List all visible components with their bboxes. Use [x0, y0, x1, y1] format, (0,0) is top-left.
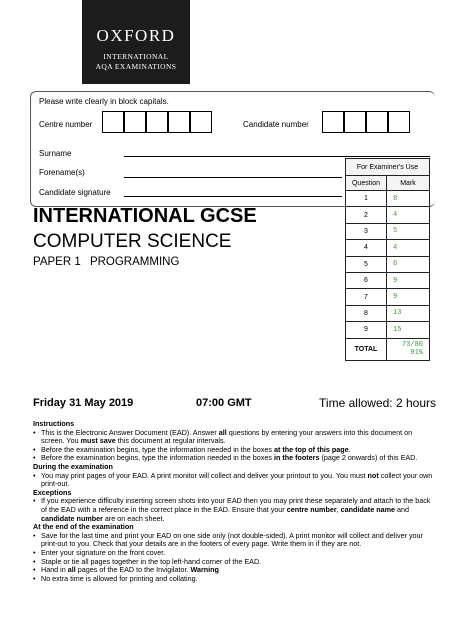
total-mark: 73/80 [401, 341, 423, 350]
table-row [346, 207, 430, 223]
total-percent: 91% [410, 349, 423, 358]
signature-field[interactable] [124, 196, 342, 197]
forenames-label: Forename(s) [39, 168, 85, 177]
examiner-use-table [345, 158, 430, 361]
total-row [346, 338, 430, 360]
question-number: 7 [346, 289, 387, 305]
table-row [346, 272, 430, 288]
paper-number: PAPER 1 [33, 256, 81, 268]
centre-digit-box[interactable] [102, 111, 124, 133]
candidate-digit-box[interactable] [344, 111, 366, 133]
signature-label: Candidate signature [39, 188, 111, 197]
table-row [346, 240, 430, 256]
instructions-list [33, 429, 433, 463]
table-row [346, 191, 430, 207]
end-heading: At the end of the examination [33, 522, 134, 532]
list-item: • Hand in all pages of the EAD to the Invigilator. Warning [33, 566, 433, 575]
list-item: • Enter your signature on the front cover. [33, 549, 433, 558]
during-heading: During the examination [33, 461, 113, 471]
table-row [346, 256, 430, 272]
subject-title: COMPUTER SCIENCE [33, 231, 232, 252]
candidate-digit-box[interactable] [366, 111, 388, 133]
table-row [346, 322, 430, 338]
list-item: • If you experience difficulty inserting screen shots into your EAD then you may print these separately and attach to the back of the EAD with a reference in the correct place in the EAD. Ensure that your centre number, candidate name and candidate number are on each sheet. [33, 497, 433, 523]
examiner-col-mark: Mark [387, 176, 430, 191]
centre-digit-box[interactable] [168, 111, 190, 133]
question-mark: 6 [387, 256, 430, 272]
qualification-title: INTERNATIONAL GCSE [33, 205, 257, 227]
end-list [33, 532, 433, 584]
logo-line2: AQA EXAMINATIONS [95, 62, 177, 71]
question-number: 2 [346, 207, 387, 223]
examiner-table-title: For Examiner's Use [346, 159, 430, 176]
instructions-heading: Instructions [33, 419, 75, 428]
question-number: 4 [346, 240, 387, 256]
centre-digit-box[interactable] [146, 111, 168, 133]
examiner-col-question: Question [346, 176, 387, 191]
centre-digit-box[interactable] [124, 111, 146, 133]
question-number: 9 [346, 322, 387, 338]
question-mark: 9 [387, 289, 430, 305]
form-prompt: Please write clearly in block capitals. [39, 97, 169, 106]
question-number: 3 [346, 223, 387, 239]
centre-digit-box[interactable] [190, 111, 212, 133]
question-mark: 5 [387, 223, 430, 239]
logo-brand: OXFORD [96, 26, 176, 45]
oxford-aqa-logo [82, 0, 190, 84]
list-item: • This is the Electronic Answer Document (EAD). Answer all questions by entering your answers into this document on screen. You must save this document at regular intervals. [33, 429, 433, 446]
time-allowed: Time allowed: 2 hours [319, 396, 436, 410]
list-item: • You may print pages of your EAD. A print monitor will collect and deliver your printout to you. You must not collect your own print-out. [33, 472, 433, 489]
exam-time: 07:00 GMT [196, 397, 252, 409]
exceptions-heading: Exceptions [33, 487, 72, 497]
list-item: • Before the examination begins, type the information needed in the boxes at the top of this page. [33, 446, 433, 455]
question-mark: 9 [387, 272, 430, 288]
paper-name: PROGRAMMING [89, 256, 180, 268]
exam-date: Friday 31 May 2019 [33, 397, 134, 409]
table-row [346, 305, 430, 321]
question-mark: 4 [387, 207, 430, 223]
centre-number-label: Centre number [39, 120, 93, 129]
exceptions-list [33, 497, 433, 523]
candidate-digit-box[interactable] [322, 111, 344, 133]
question-number: 8 [346, 305, 387, 321]
question-number: 5 [346, 256, 387, 272]
question-number: 1 [346, 191, 387, 207]
paper-title [33, 256, 179, 268]
question-mark: 4 [387, 240, 430, 256]
list-item: • No extra time is allowed for printing and collating. [33, 575, 433, 584]
table-row [346, 223, 430, 239]
question-mark: 13 [387, 305, 430, 321]
candidate-digit-box[interactable] [388, 111, 410, 133]
forenames-field[interactable] [124, 177, 342, 178]
during-list [33, 472, 433, 489]
total-mark-cell [387, 338, 430, 360]
candidate-number-label: Candidate number [243, 120, 309, 129]
list-item: • Staple or tie all pages together in the top left-hand corner of the EAD. [33, 558, 433, 567]
list-item: • Save for the last time and print your EAD on one side only (not double-sided). A print monitor will collect and deliver your print-out to you. Check that your details are in the footers of every page. Write them in if they are not. [33, 532, 433, 549]
logo-line1: INTERNATIONAL [103, 52, 169, 61]
instructions-section [33, 420, 433, 583]
total-label: TOTAL [346, 338, 387, 360]
list-item: • Before the examination begins, type the information needed in the boxes in the footers (page 2 onwards) of this EAD. [33, 454, 433, 463]
question-mark: 15 [387, 322, 430, 338]
question-number: 6 [346, 272, 387, 288]
surname-field[interactable] [124, 156, 430, 157]
question-mark: 8 [387, 191, 430, 207]
table-row [346, 289, 430, 305]
surname-label: Surname [39, 149, 72, 158]
